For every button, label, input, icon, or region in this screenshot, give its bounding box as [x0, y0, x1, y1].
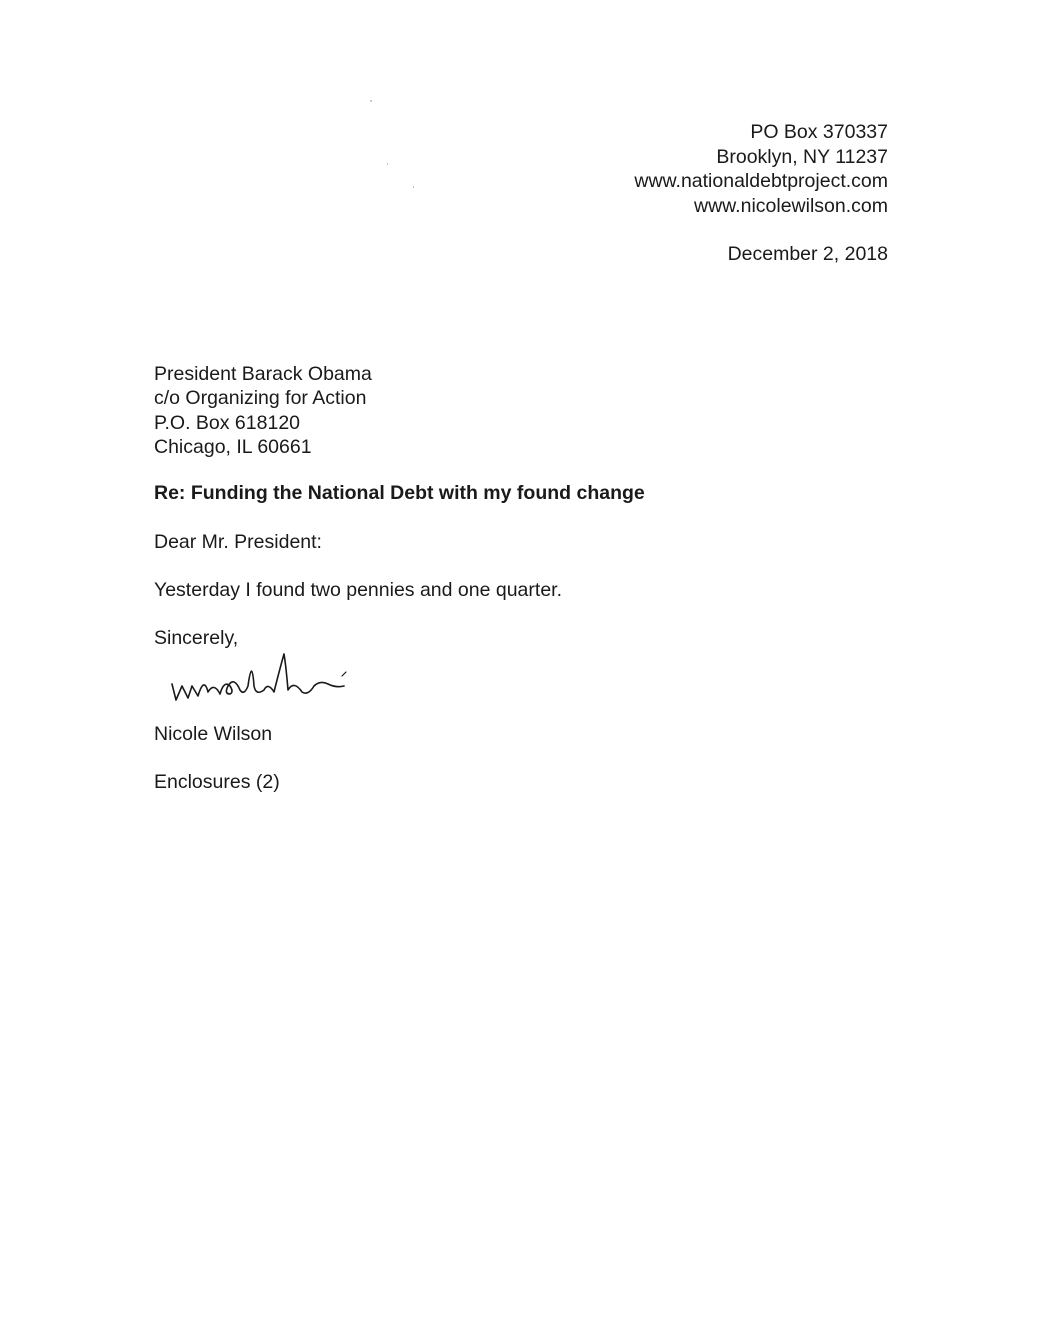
scan-speck: [370, 100, 372, 102]
recipient-city-state-zip: Chicago, IL 60661: [154, 435, 312, 458]
recipient-address-block: [154, 362, 372, 459]
recipient-po-box: P.O. Box 618120: [154, 411, 301, 434]
scan-speck: [413, 186, 414, 188]
enclosures-note: Enclosures (2): [154, 771, 280, 793]
recipient-care-of: c/o Organizing for Action: [154, 387, 367, 410]
salutation: Dear Mr. President:: [154, 531, 322, 553]
sender-address-block: [634, 120, 888, 218]
letter-date: December 2, 2018: [727, 243, 888, 265]
handwritten-signature: [168, 646, 378, 708]
recipient-name: President Barack Obama: [154, 363, 372, 385]
sender-website-national-debt-project: www.nationaldebtproject.com: [634, 170, 888, 192]
signer-name: Nicole Wilson: [154, 723, 273, 745]
sender-po-box: PO Box 370337: [750, 121, 888, 143]
sender-city-state-zip: Brooklyn, NY 11237: [716, 145, 888, 168]
subject-line: Re: Funding the National Debt with my found change: [154, 482, 645, 504]
closing: Sincerely,: [154, 627, 239, 649]
sender-website-personal: www.nicolewilson.com: [694, 194, 888, 217]
scan-speck: [387, 163, 388, 165]
letter-body: Yesterday I found two pennies and one quarter.: [154, 579, 562, 601]
